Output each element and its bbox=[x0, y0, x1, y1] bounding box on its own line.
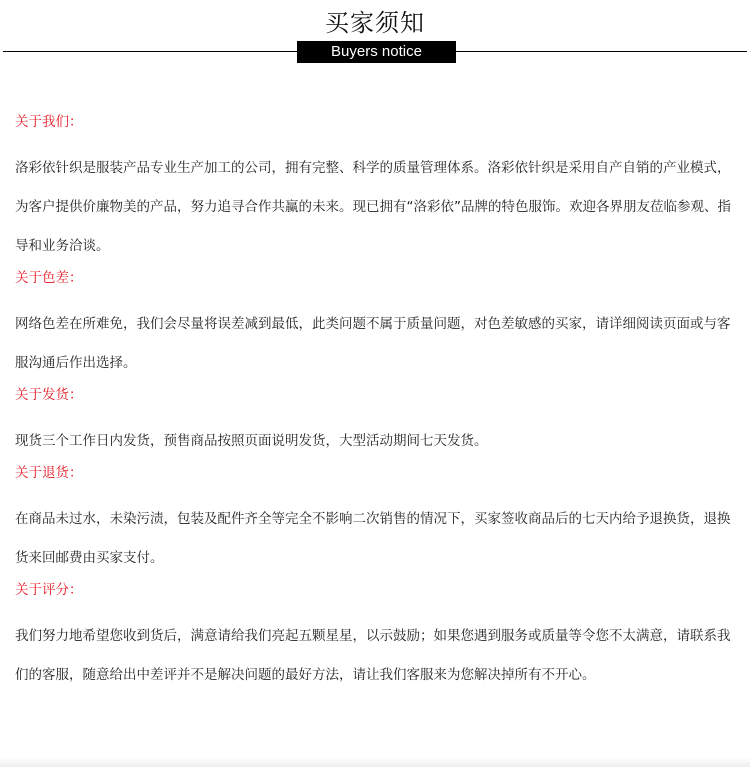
page-subtitle-banner: Buyers notice bbox=[297, 41, 456, 63]
section-body-rating: 我们努力地希望您收到货后，满意请给我们亮起五颗星星，以示鼓励；如果您遇到服务或质量等令您不太满意，请联系我们的客服，随意给出中差评并不是解决问题的最好方法，请让我们客服来为您解决掉所有不开心。 bbox=[15, 628, 731, 683]
page-title: 买家须知 bbox=[325, 9, 425, 37]
section-body-shipping: 现货三个工作日内发货，预售商品按照页面说明发货，大型活动期间七天发货。 bbox=[15, 433, 488, 449]
section-heading-rating: 关于评分： bbox=[15, 582, 83, 598]
notice-header bbox=[0, 0, 750, 66]
section-body-returns: 在商品未过水，未染污渍，包装及配件齐全等完全不影响二次销售的情况下，买家签收商品后的七天内给予退换货，退换货来回邮费由买家支付。 bbox=[15, 511, 731, 566]
section-heading-shipping: 关于发货： bbox=[15, 387, 83, 403]
section-body-about-us: 洛彩依针织是服装产品专业生产加工的公司，拥有完整、科学的质量管理体系。洛彩依针织是采用自产自销的产业模式，为客户提供价廉物美的产品，努力追寻合作共赢的未来。现已拥有“洛彩依”品牌的特色服饰。欢迎各界朋友莅临参观、指导和业务洽谈。 bbox=[15, 160, 731, 254]
notice-content bbox=[15, 112, 741, 697]
bottom-shadow bbox=[0, 757, 750, 767]
section-heading-about-us: 关于我们： bbox=[15, 114, 83, 130]
section-heading-color-difference: 关于色差： bbox=[15, 270, 83, 286]
section-body-color-difference: 网络色差在所难免，我们会尽量将误差减到最低，此类问题不属于质量问题，对色差敏感的买家，请详细阅读页面或与客服沟通后作出选择。 bbox=[15, 316, 731, 371]
section-heading-returns: 关于退货： bbox=[15, 465, 83, 481]
